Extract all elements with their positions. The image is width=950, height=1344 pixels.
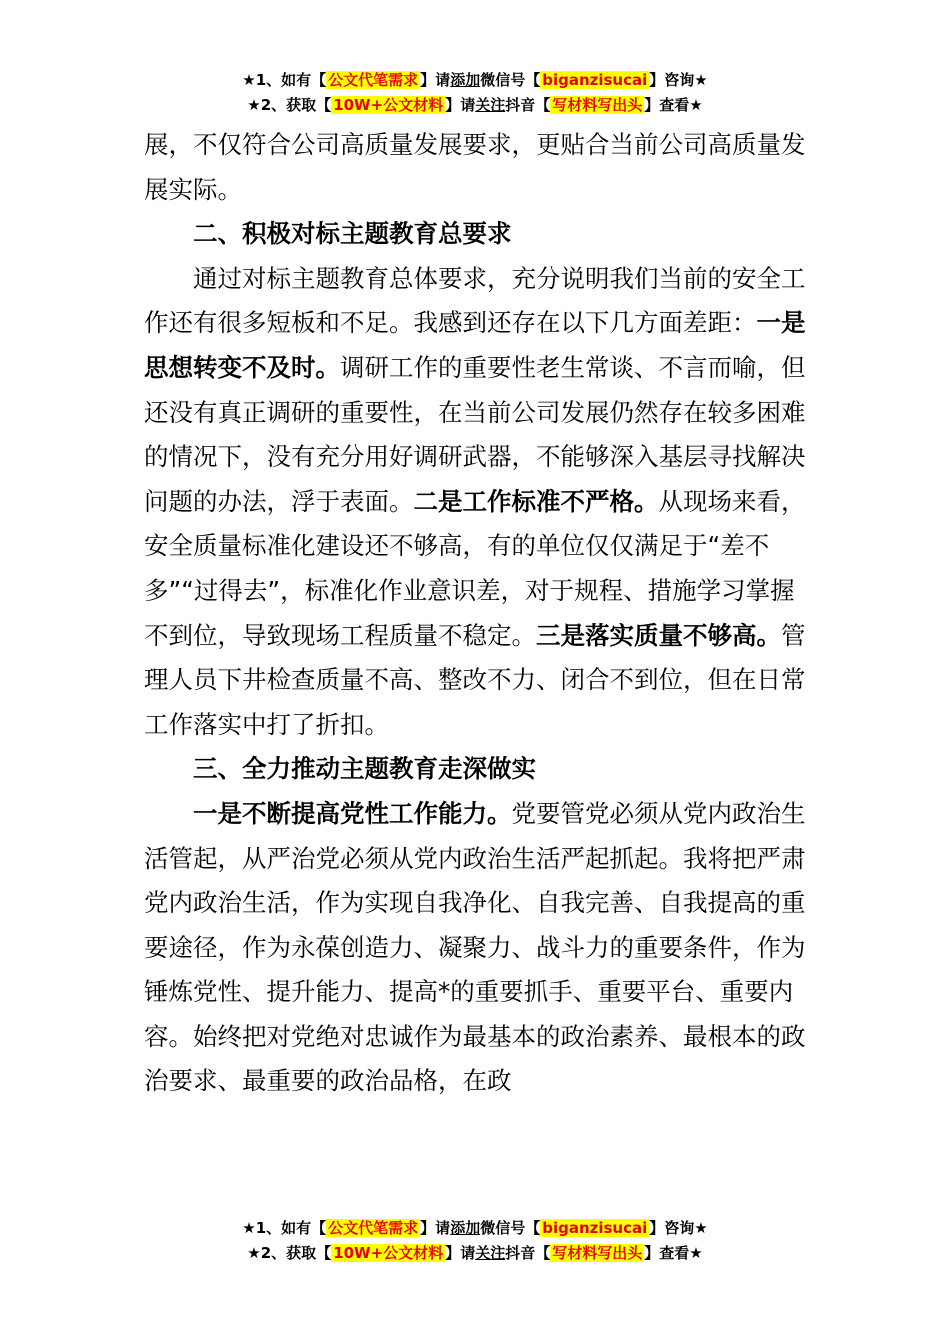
bold-point: 一是不断提高党性工作能力。	[193, 798, 512, 828]
banner-highlight: 10W+公文材料	[333, 1244, 444, 1262]
banner-line-2	[0, 93, 950, 118]
document-body	[144, 123, 808, 1104]
banner-text: 】查看★	[644, 96, 703, 114]
banner-highlight: 公文代笔需求	[328, 1219, 419, 1237]
banner-text: 微信号【	[480, 71, 541, 89]
banner-highlight: biganzisucai	[542, 71, 648, 89]
banner-text: ★1、如有【	[242, 1219, 327, 1237]
banner-text: 】查看★	[644, 1244, 703, 1262]
paragraph-continuation: 展，不仅符合公司高质量发展要求，更贴合当前公司高质量发展实际。	[144, 130, 806, 204]
banner-underline: 添加	[450, 71, 481, 89]
banner-text: 】咨询★	[649, 71, 708, 89]
paragraph-text: 调研工作的重要性老生常谈、不言而喻，但还没有真正调研的重要性，在当前公司发展仍然存在较多困难的情况下，没有充分用好调研武器，不能够深入基层寻找解决问题的办法，浮于表面。	[144, 352, 806, 516]
bold-point: 三是落实质量不够高。	[536, 620, 781, 650]
bold-point: 二是工作标准不严格。	[413, 486, 659, 516]
banner-text: 】咨询★	[649, 1219, 708, 1237]
banner-highlight: 写材料写出头	[552, 1244, 643, 1262]
banner-text: 】请	[445, 1244, 476, 1262]
banner-text: 抖音【	[505, 96, 551, 114]
bold-point: 一是思想转变不及时。	[144, 308, 806, 382]
banner-text: ★2、获取【	[247, 96, 332, 114]
banner-text: 】请	[420, 71, 451, 89]
paragraph-text: 从现场来看，安全质量标准化建设还不够高，有的单位仅仅满足于“差不多”“过得去”，标准化作业意识差，对于规程、措施学习掌握不到位，导致现场工程质量不稳定。	[144, 486, 806, 650]
banner-text: ★2、获取【	[247, 1244, 332, 1262]
banner-text: ★1、如有【	[242, 71, 327, 89]
banner-highlight: 公文代笔需求	[328, 71, 419, 89]
header-banner	[0, 68, 950, 118]
banner-underline: 关注	[475, 96, 506, 114]
paragraph-text: 管理人员下井检查质量不高、整改不力、闭合不到位，但在日常工作落实中打了折扣。	[144, 620, 806, 739]
paragraph-gaps	[144, 257, 808, 748]
banner-highlight: 10W+公文材料	[333, 96, 444, 114]
banner-line-1	[0, 68, 950, 93]
banner-text: 抖音【	[505, 1244, 551, 1262]
section-heading-2: 二、积极对标主题教育总要求	[193, 219, 512, 249]
paragraph-text: 通过对标主题教育总体要求，充分说明我们当前的安全工作还有很多短板和不足。我感到还存在以下几方面差距：	[144, 263, 806, 338]
paragraph-measures	[144, 792, 808, 1104]
section-heading-3: 三、全力推动主题教育走深做实	[193, 754, 536, 784]
paragraph-text: 党要管党必须从党内政治生活管起，从严治党必须从党内政治生活严起抓起。我将把严肃党内政治生活，作为实现自我净化、自我完善、自我提高的重要途径，作为永葆创造力、凝聚力、战斗力的重要条件，作为锤炼党性、提升能力、提高*的重要抓手、重要平台、重要内容。始终把对党绝对忠诚作为最基本的政治素养、最根本的政治要求、最重要的政治品格，在政	[144, 798, 806, 1096]
banner-underline: 添加	[450, 1219, 481, 1237]
banner-underline: 关注	[475, 1244, 506, 1262]
banner-text: 】请	[420, 1219, 451, 1237]
banner-highlight: 写材料写出头	[552, 96, 643, 114]
banner-text: 微信号【	[480, 1219, 541, 1237]
banner-text: 】请	[445, 96, 476, 114]
footer-banner	[0, 1216, 950, 1266]
banner-line-1	[0, 1216, 950, 1241]
banner-line-2	[0, 1241, 950, 1266]
banner-highlight: biganzisucai	[542, 1219, 648, 1237]
